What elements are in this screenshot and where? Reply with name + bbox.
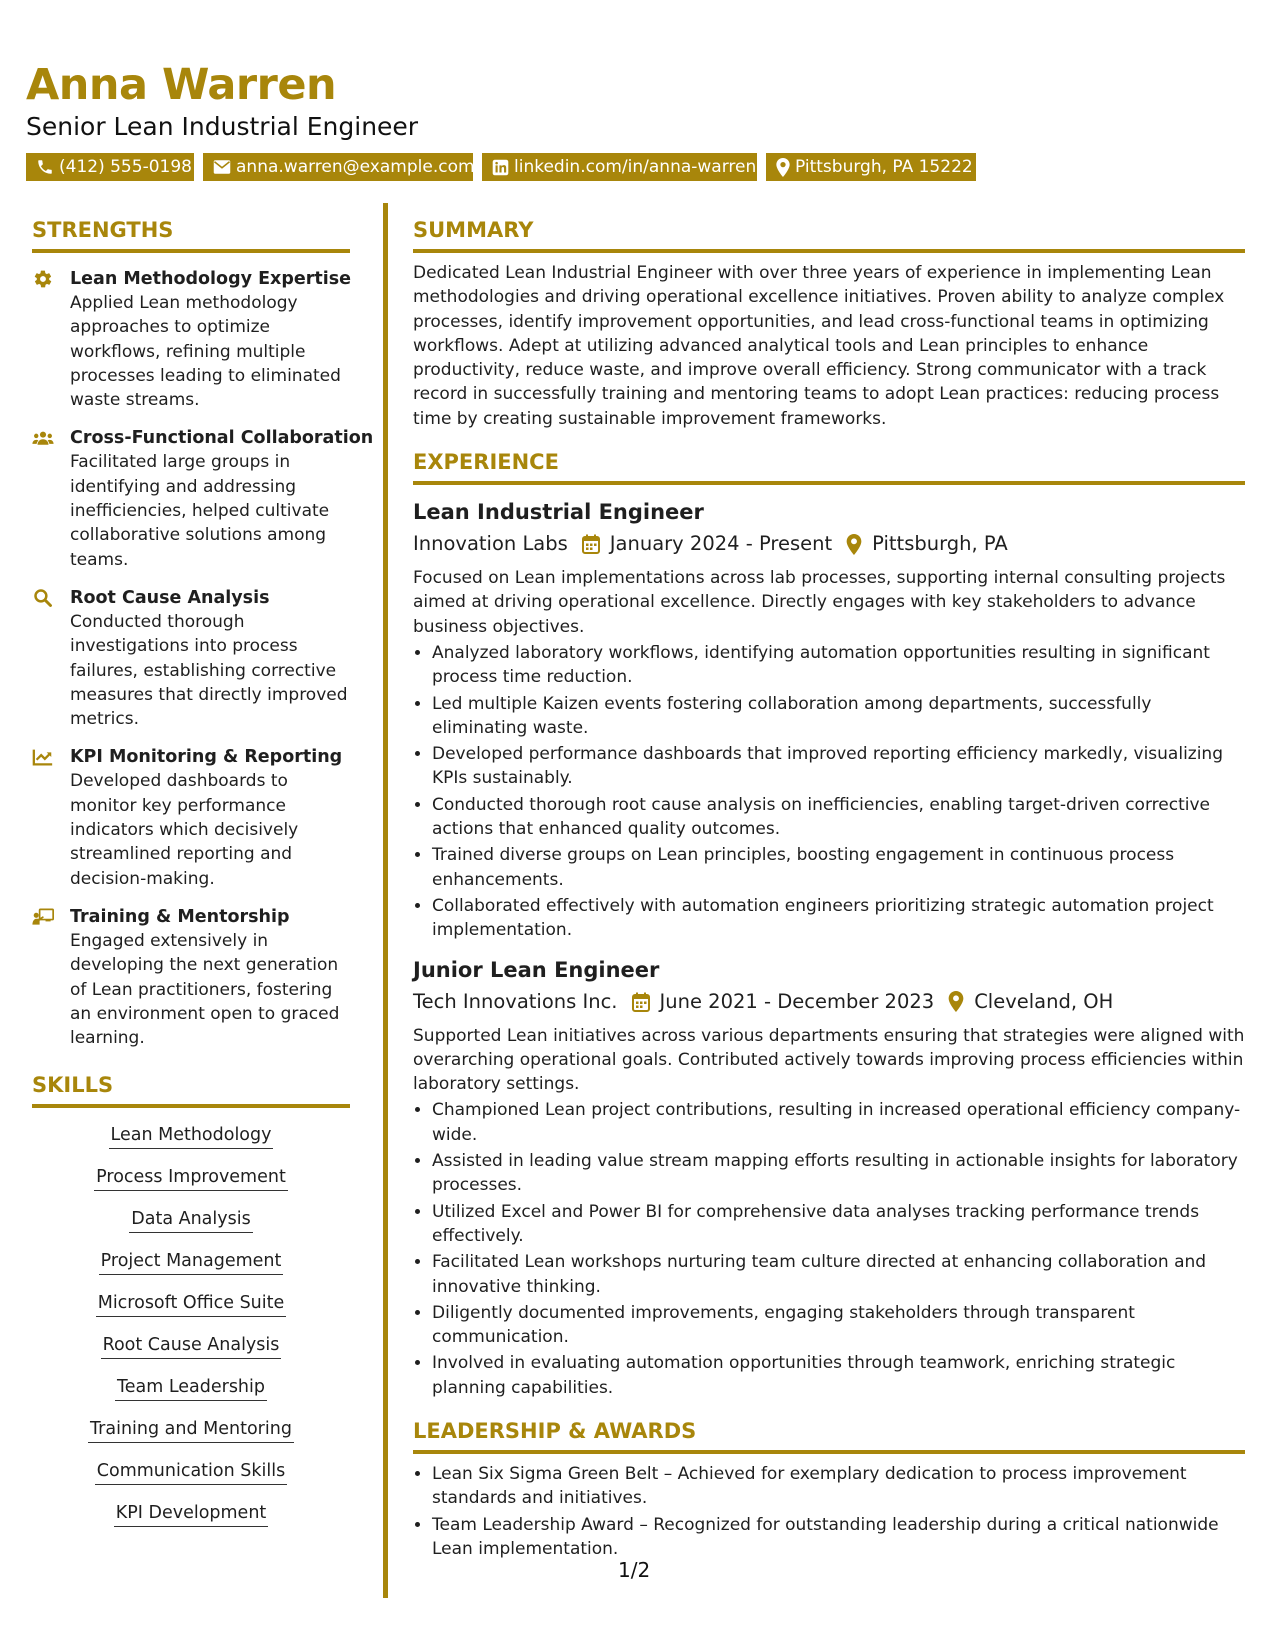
skill-item: Process Improvement [94,1164,288,1191]
awards-rule [413,1450,1245,1454]
contact-location [766,153,976,181]
strength-item [32,267,350,412]
teacher-icon [32,907,54,927]
skills-rule [32,1104,350,1108]
awards-list [413,1462,1245,1561]
job-bullets [413,641,1245,943]
linkedin-icon [492,159,509,176]
job-meta [413,529,1245,559]
job-company: Tech Innovations Inc. [413,989,618,1013]
skill-item: KPI Development [114,1500,269,1527]
job-meta [413,987,1245,1017]
award-item: • Lean Six Sigma Green Belt – Achieved for exemplary dedication to process improvement standards and initiatives. [432,1462,1245,1511]
summary-rule [413,249,1245,253]
contact-linkedin-text: linkedin.com/in/anna-warren [514,157,757,177]
envelope-icon [213,159,231,175]
skill-item: Team Leadership [115,1374,267,1401]
job-description: Supported Lean initiatives across various departments ensuring that strategies were aligned with overarching operational goals. Contributed actively towards improving process efficiencies within laboratory settings. [413,1025,1245,1095]
job-dates: January 2024 - Present [609,532,833,556]
page-number: 1/2 [618,1558,651,1582]
job-bullet: • Assisted in leading value stream mapping efforts resulting in actionable insights for laboratory processes. [432,1149,1245,1198]
skill-item: Training and Mentoring [88,1416,294,1443]
summary-heading: SUMMARY [413,218,534,242]
map-pin-icon [776,158,790,177]
job-bullet: • Facilitated Lean workshops nurturing team culture directed at enhancing collaboration and innovative thinking. [432,1250,1245,1299]
strengths-rule [32,249,350,253]
job-entry [413,497,1245,942]
strength-title: KPI Monitoring & Reporting [70,747,343,768]
skills-list [32,1122,350,1542]
job-bullet: • Analyzed laboratory workflows, identifying automation opportunities resulting in significant process time reduction. [432,641,1245,690]
job-bullet: • Developed performance dashboards that improved reporting efficiency markedly, visualizing KPIs sustainably. [432,742,1245,791]
job-bullet: • Conducted thorough root cause analysis on inefficiencies, enabling target-driven corrective actions that enhanced quality outcomes. [432,793,1245,842]
skill-item: Communication Skills [95,1458,287,1485]
strength-item [32,905,350,1050]
strength-title: Root Cause Analysis [70,587,270,608]
strength-title: Lean Methodology Expertise [70,269,352,289]
contact-phone[interactable] [26,153,194,181]
strength-item [32,426,374,571]
column-divider [383,203,388,1598]
search-icon [32,588,54,608]
strength-description: Conducted thorough investigations into process failures, establishing corrective measures that directly improved metrics. [70,611,348,730]
contact-linkedin[interactable] [482,153,757,181]
skills-heading: SKILLS [32,1073,114,1098]
job-location: Cleveland, OH [974,989,1114,1013]
job-bullet: • Collaborated effectively with automation engineers prioritizing strategic automation project implementation. [432,894,1245,943]
job-bullet: • Diligently documented improvements, engaging stakeholders through transparent communication. [432,1301,1245,1350]
strengths-heading: STRENGTHS [32,218,174,242]
phone-icon [36,158,54,176]
job-bullet: • Championed Lean project contributions, resulting in increased operational efficiency company-wide. [432,1098,1245,1147]
job-dates: June 2021 - December 2023 [659,989,935,1013]
candidate-title: Senior Lean Industrial Engineer [26,112,419,141]
map-pin-icon [948,991,964,1012]
skill-item: Microsoft Office Suite [96,1290,287,1317]
map-pin-icon [846,534,862,555]
award-item: • Team Leadership Award – Recognized for outstanding leadership during a critical nationwide Lean implementation. [432,1513,1245,1562]
calendar-icon [632,992,650,1012]
users-icon [32,428,54,448]
contact-email-text: anna.warren@example.com [236,157,475,177]
calendar-icon [582,534,600,554]
strengths-list [32,267,374,1050]
experience-heading: EXPERIENCE [413,450,559,475]
contact-email[interactable] [203,153,473,181]
job-bullet: • Involved in evaluating automation opportunities through teamwork, enriching strategic planning capabilities. [432,1351,1245,1400]
right-column [413,215,1245,1563]
skill-item: Project Management [99,1248,284,1275]
job-entry [413,955,1245,1400]
strength-description: Developed dashboards to monitor key performance indicators which decisively streamlined reporting and decision-making. [70,771,299,889]
left-column [32,215,374,1542]
job-location: Pittsburgh, PA [872,532,1008,556]
experience-rule [413,481,1245,485]
strength-item [32,745,350,890]
gear-icon [32,269,54,289]
contact-location-text: Pittsburgh, PA 15222 [795,157,973,177]
skill-item: Data Analysis [129,1206,252,1233]
job-bullet: • Led multiple Kaizen events fostering collaboration among departments, successfully eliminating waste. [432,692,1245,741]
job-description: Focused on Lean implementations across lab processes, supporting internal consulting projects aimed at driving operational excellence. Directly engages with key stakeholders to advance business objectives. [413,568,1226,637]
candidate-name: Anna Warren [26,60,337,110]
contact-phone-text: (412) 555-0198 [59,157,192,177]
job-title: Lean Industrial Engineer [413,500,704,525]
summary-text: Dedicated Lean Industrial Engineer with over three years of experience in implementing Lean methodologies and driving operational excellence initiatives. Proven ability to analyze complex processes, identify improvement opportunities, and lead cross-functional teams in optimizing workflows. Adept at utilizing advanced analytical tools and Lean principles to enhance productivity, reduce waste, and improve overall efficiency. Strong communicator with a track record in successfully training and mentoring teams to adopt Lean practices: reducing process time by creating sustainable improvement frameworks. [413,263,1225,429]
job-title: Junior Lean Engineer [413,957,660,982]
strength-title: Training & Mentorship [70,906,290,927]
strength-description: Applied Lean methodology approaches to optimize workflows, refining multiple processes leading to eliminated waste streams. [70,293,341,411]
contact-bar [26,153,1256,181]
job-bullet: • Utilized Excel and Power BI for comprehensive data analyses tracking performance trends effectively. [432,1200,1245,1249]
strength-title: Cross-Functional Collaboration [70,428,374,449]
job-company: Innovation Labs [413,532,568,556]
awards-heading: LEADERSHIP & AWARDS [413,1418,697,1443]
strength-description: Engaged extensively in developing the next generation of Lean practitioners, fostering an environment open to graced learning. [70,930,340,1049]
chart-line-icon [32,747,54,767]
skill-item: Lean Methodology [109,1122,274,1149]
job-bullets [413,1098,1245,1400]
strength-description: Facilitated large groups in identifying and addressing inefficiencies, helped cultivate collaborative solutions among teams. [70,452,330,570]
strength-item [32,586,350,731]
job-bullet: • Trained diverse groups on Lean principles, boosting engagement in continuous process enhancements. [432,843,1245,892]
skill-item: Root Cause Analysis [101,1332,282,1359]
